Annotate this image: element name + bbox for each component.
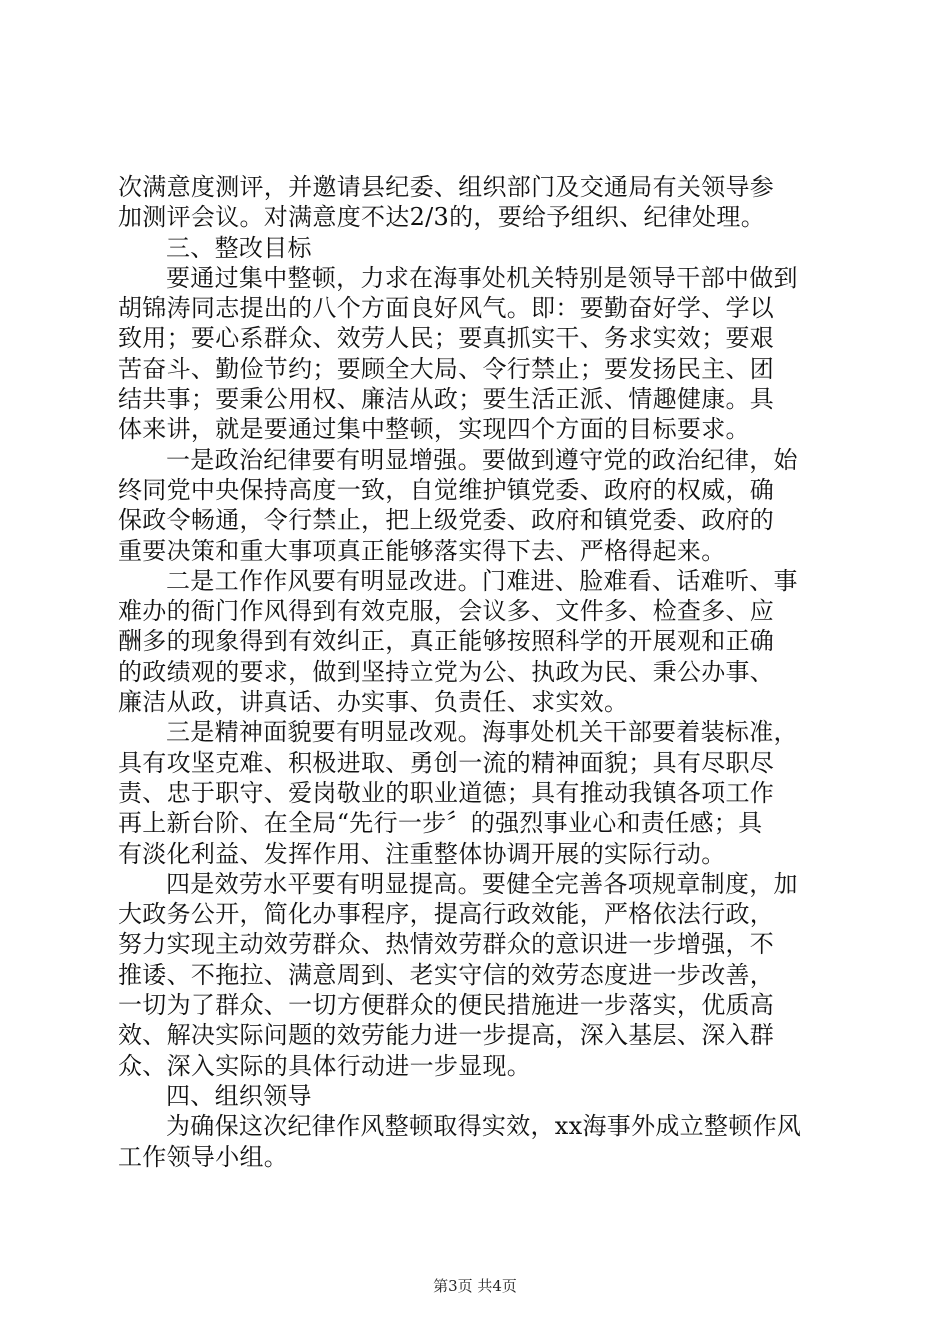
text-line: 有淡化利益、发挥作用、注重整体协调开展的实际行动。 [118, 839, 726, 868]
text-line: 具有攻坚克难、积极进取、勇创一流的精神面貌；具有尽职尽 [118, 748, 775, 777]
text-line: 大政务公开，简化办事程序，提高行政效能，严格依法行政， [118, 900, 775, 929]
text-line: 责、忠于职守、爱岗敬业的职业道德；具有推动我镇各项工作 [118, 778, 775, 807]
text-line: 努力实现主动效劳群众、热情效劳群众的意识进一步增强，不 [118, 930, 775, 959]
text-line: 的政绩观的要求，做到坚持立党为公、执政为民、秉公办事、 [118, 657, 775, 686]
page-footer: 第3页 共4页 [433, 1277, 517, 1295]
text-line: 保政令畅通，令行禁止，把上级党委、政府和镇党委、政府的 [118, 506, 775, 535]
text-line: 三、整改目标 [166, 233, 312, 262]
text-line: 一切为了群众、一切方便群众的便民措施进一步落实，优质高 [118, 991, 775, 1020]
text-line: 廉洁从政，讲真话、办实事、负责任、求实效。 [118, 688, 629, 717]
text-line: 推诿、不拖拉、满意周到、老实守信的效劳态度进一步改善， [118, 960, 775, 989]
text-line: 体来讲，就是要通过集中整顿，实现四个方面的目标要求。 [118, 415, 750, 444]
text-line: 难办的衙门作风得到有效克服，会议多、文件多、检查多、应 [118, 597, 775, 626]
text-line: 二是工作作风要有明显改进。门难进、脸难看、话难听、事 [166, 566, 798, 595]
text-line: 工作领导小组。 [118, 1142, 289, 1171]
text-line: 加测评会议。对满意度不达2/3的，要给予组织、纪律处理。 [118, 203, 766, 232]
document-body [118, 172, 838, 1172]
text-line: 再上新台阶、在全局“先行一步〞的强烈事业心和责任感；具 [118, 809, 763, 838]
text-line: 致用；要心系群众、效劳人民；要真抓实干、务求实效；要艰 [118, 324, 775, 353]
text-line: 次满意度测评，并邀请县纪委、组织部门及交通局有关领导参 [118, 173, 775, 201]
text-line: 为确保这次纪律作风整顿取得实效，xx海事外成立整顿作风 [166, 1112, 802, 1141]
text-line: 胡锦涛同志提出的八个方面良好风气。即：要勤奋好学、学以 [118, 294, 775, 323]
text-line: 苦奋斗、勤俭节约；要顾全大局、令行禁止；要发扬民主、团 [118, 354, 775, 383]
text-line: 三是精神面貌要有明显改观。海事处机关干部要着装标准， [166, 718, 798, 747]
text-line: 重要决策和重大事项真正能够落实得下去、严格得起来。 [118, 536, 726, 565]
text-line: 效、解决实际问题的效劳能力进一步提高，深入基层、深入群 [118, 1021, 775, 1050]
text-line: 终同党中央保持高度一致，自觉维护镇党委、政府的权威，确 [118, 475, 775, 504]
text-line: 四、组织领导 [166, 1081, 312, 1110]
text-line: 酬多的现象得到有效纠正，真正能够按照科学的开展观和正确 [118, 627, 775, 656]
text-line: 要通过集中整顿，力求在海事处机关特别是领导干部中做到 [166, 263, 798, 292]
text-line: 一是政治纪律要有明显增强。要做到遵守党的政治纪律，始 [166, 445, 798, 474]
text-line: 众、深入实际的具体行动进一步显现。 [118, 1051, 532, 1080]
text-line: 结共事；要秉公用权、廉洁从政；要生活正派、情趣健康。具 [118, 385, 775, 414]
text-line: 四是效劳水平要有明显提高。要健全完善各项规章制度，加 [166, 869, 798, 898]
